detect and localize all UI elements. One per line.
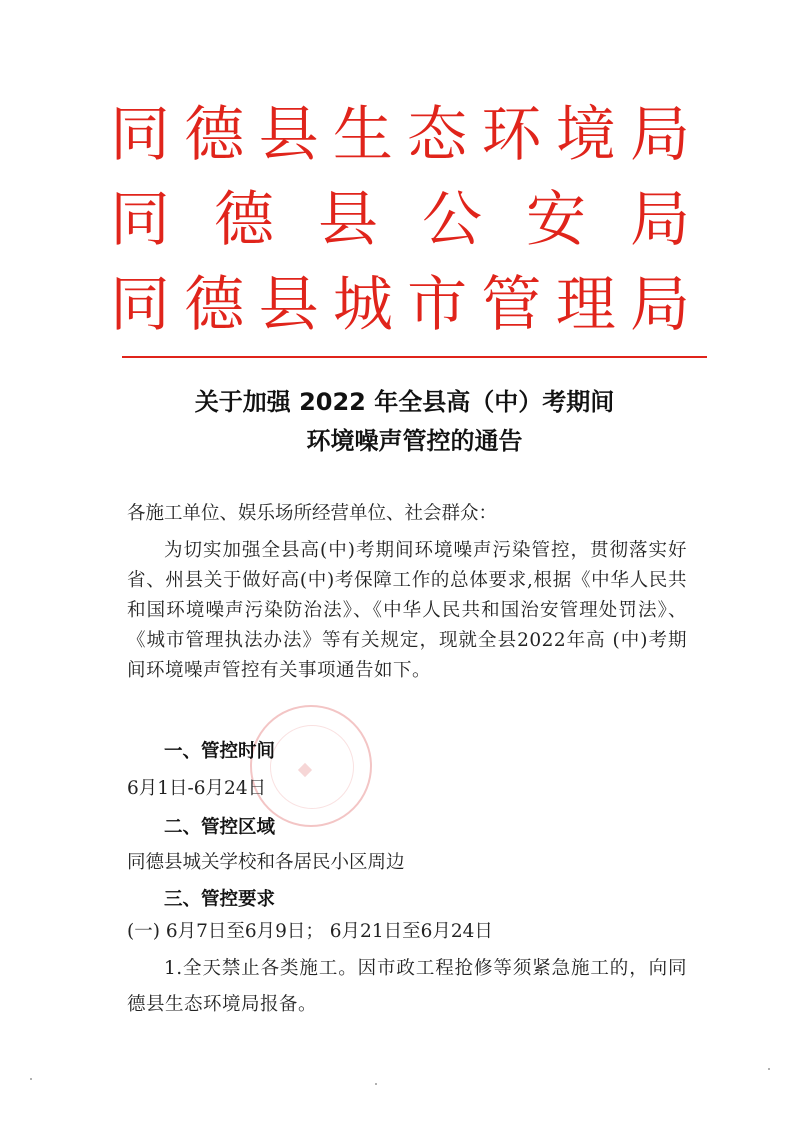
title-line-1: 关于加强 2022 年全县高（中）考期间 (194, 388, 615, 416)
section-3-content: (一) 6月7日至6月9日； 6月21日至6月24日 (127, 921, 493, 942)
section-3-heading: 三、管控要求 (164, 889, 276, 910)
red-divider (122, 356, 707, 358)
title-line-2: 环境噪声管控的通告 (306, 427, 523, 455)
header-line-3: 同德县城市管理局 (110, 270, 690, 340)
section-2-content: 同德县城关学校和各居民小区周边 (127, 852, 405, 873)
intro-paragraph: 为切实加强全县高(中)考期间环境噪声污染管控，贯彻落实好省、州县关于做好高(中)考保障工作的总体要求,根据《中华人民共和国环境噪声污染防治法》、《中华人民共和国治安管理处罚法》、《城市管理执法办法》等有关规定，现就全县2022年高 (中)考期间环境噪声管控有关事项通告如下。 (127, 540, 687, 681)
scan-speck (30, 1078, 32, 1080)
scan-speck (768, 1068, 770, 1070)
seal-star (298, 763, 312, 777)
section-1-content: 6月1日-6月24日 (127, 778, 267, 799)
section-2-heading: 二、管控区域 (164, 817, 276, 838)
requirement-item-1: 1.全天禁止各类施工。因市政工程抢修等须紧急施工的，向同德县生态环境局报备。 (127, 958, 687, 1015)
scan-speck (375, 1083, 377, 1085)
section-1-heading: 一、管控时间 (164, 741, 276, 762)
official-seal (250, 705, 372, 827)
addressee: 各施工单位、娱乐场所经营单位、社会群众： (127, 503, 498, 524)
header-line-1: 同德县生态环境局 (110, 100, 690, 170)
header-line-2: 同德县公安局 (110, 185, 690, 255)
